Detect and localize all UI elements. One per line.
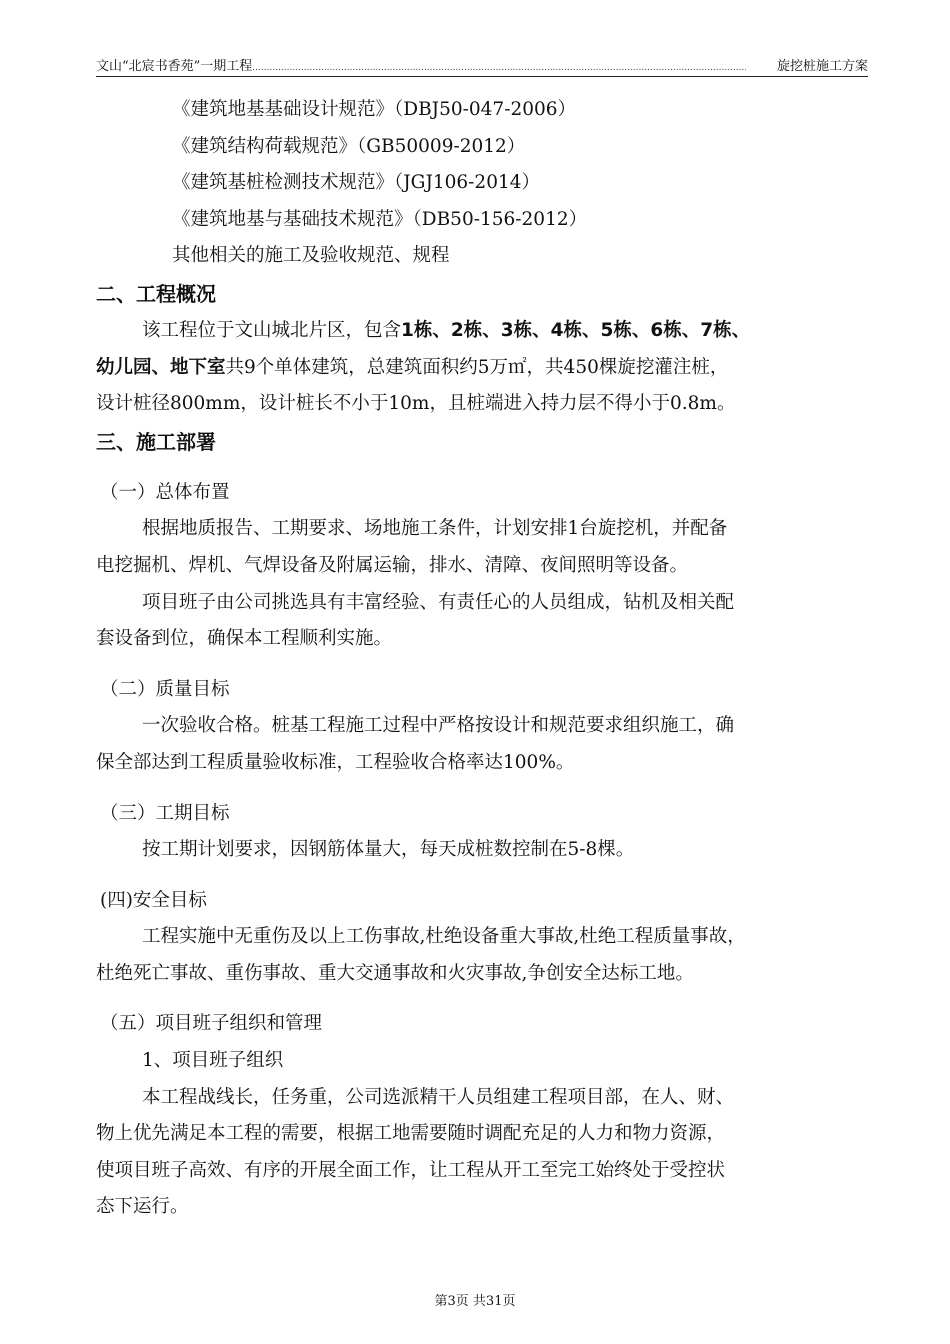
overview-line-3: 设计桩径800mm，设计桩长不小于10m，且桩端进入持力层不得小于0.8m。	[96, 393, 736, 415]
section-3-title: 三、施工部署	[96, 429, 216, 454]
spacer	[96, 461, 868, 475]
paragraph-line: 工程实施中无重伤及以上工伤事故,杜绝设备重大事故,杜绝工程质量事故，	[142, 926, 746, 948]
page-footer: 第3页 共31页	[434, 1294, 516, 1309]
paragraph-line: 态下运行。	[96, 1196, 189, 1218]
paragraph-line: 保全部达到工程质量验收标准，工程验收合格率达100%。	[96, 751, 575, 773]
spacer	[96, 658, 868, 672]
header-document-title: 旋挖桩施工方案	[775, 55, 868, 74]
section-2-title: 二、工程概况	[96, 281, 216, 306]
spacer	[96, 782, 868, 796]
subsection-1-title: （一）总体布置	[100, 481, 230, 503]
overview-buildings-bold: 1栋、2栋、3栋、4栋、5栋、6栋、7栋、	[401, 319, 751, 341]
overview-buildings-bold-2: 幼儿园、地下室	[96, 356, 226, 378]
paragraph-line: 项目班子由公司挑选具有丰富经验、有责任心的人员组成，钻机及相关配	[142, 591, 735, 613]
page-body	[96, 92, 868, 1226]
paragraph-line: 一次验收合格。桩基工程施工过程中严格按设计和规范要求组织施工，确	[142, 715, 735, 737]
overview-line-1	[96, 313, 868, 350]
paragraph-line: 本工程战线长，任务重，公司选派精干人员组建工程项目部，在人、财、	[142, 1086, 735, 1108]
paragraph-line: 使项目班子高效、有序的开展全面工作，让工程从开工至完工始终处于受控状	[96, 1159, 726, 1181]
header-project-text: 文山“北宸书香苑”一期工程	[96, 59, 253, 74]
standard-item: 《建筑基桩检测技术规范》（JGJ106-2014）	[172, 172, 541, 194]
paragraph-line: 物上优先满足本工程的需要，根据工地需要随时调配充足的人力和物力资源，	[96, 1123, 726, 1145]
subsection-5-title: （五）项目班子组织和管理	[100, 1013, 323, 1035]
spacer	[96, 869, 868, 883]
spacer	[96, 992, 868, 1006]
subsection-5-item: 1、项目班子组织	[142, 1050, 284, 1072]
header-project-name	[96, 55, 746, 74]
paragraph-line: 电挖掘机、焊机、气焊设备及附属运输，排水、清障、夜间照明等设备。	[96, 554, 689, 576]
page-header	[96, 52, 868, 77]
standard-item: 《建筑地基与基础技术规范》（DB50-156-2012）	[172, 208, 588, 230]
standard-item: 《建筑结构荷载规范》（GB50009-2012）	[172, 135, 526, 157]
paragraph-line: 根据地质报告、工期要求、场地施工条件，计划安排1台旋挖机，并配备	[142, 518, 728, 540]
paragraph-line: 按工期计划要求，因钢筋体量大，每天成桩数控制在5-8棵。	[142, 839, 635, 861]
standard-item: 《建筑地基基础设计规范》（DBJ50-047-2006）	[172, 99, 577, 120]
overview-text-2: 共9个单体建筑，总建筑面积约5万㎡，共450棵旋挖灌注桩，	[225, 356, 729, 378]
paragraph-line: 杜绝死亡事故、重伤事故、重大交通事故和火灾事故,争创安全达标工地。	[96, 962, 694, 984]
subsection-3-title: （三）工期目标	[100, 802, 230, 824]
standard-item: 其他相关的施工及验收规范、规程	[172, 245, 450, 267]
subsection-2-title: （二）质量目标	[100, 678, 230, 700]
paragraph-line: 套设备到位，确保本工程顺利实施。	[96, 628, 393, 650]
overview-line-2	[96, 350, 868, 387]
overview-text: 该工程位于文山城北片区，包含	[142, 319, 402, 341]
subsection-4-title: (四)安全目标	[100, 889, 207, 911]
